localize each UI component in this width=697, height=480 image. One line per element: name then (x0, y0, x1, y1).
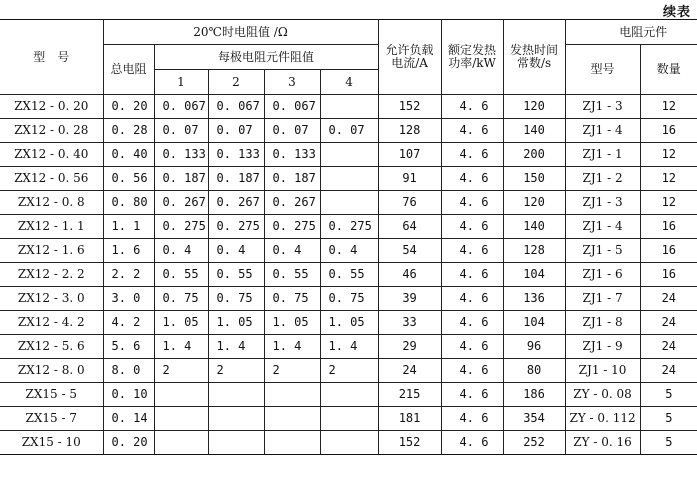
cell-time-constant: 354 (503, 407, 565, 431)
cell-time-constant: 104 (503, 311, 565, 335)
cell-time-constant: 140 (503, 119, 565, 143)
header-pole-2: 2 (208, 70, 264, 95)
cell-element-qty: 12 (640, 191, 697, 215)
cell-pole-1: 0. 75 (154, 287, 208, 311)
cell-rated-power: 4. 6 (441, 383, 503, 407)
table-row (0, 383, 697, 407)
table-row (0, 287, 697, 311)
cell-model: ZX12 - 0. 8 (0, 191, 103, 215)
cell-rated-power: 4. 6 (441, 191, 503, 215)
cell-allowed-current: 54 (378, 239, 441, 263)
header-element-model: 型号 (565, 45, 640, 95)
header-pole-4: 4 (320, 70, 378, 95)
cell-model: ZX15 - 10 (0, 431, 103, 455)
table-row (0, 119, 697, 143)
cell-allowed-current: 91 (378, 167, 441, 191)
cell-element-qty: 12 (640, 167, 697, 191)
cell-pole-1: 1. 05 (154, 311, 208, 335)
cell-rated-power: 4. 6 (441, 311, 503, 335)
cell-element-model: ZJ1 - 4 (565, 215, 640, 239)
header-rated-power: 额定发热 功率/kW (441, 20, 503, 95)
cell-time-constant: 80 (503, 359, 565, 383)
cell-pole-1: 0. 133 (154, 143, 208, 167)
cell-element-qty: 12 (640, 95, 697, 119)
cell-pole-4: 0. 275 (320, 215, 378, 239)
cell-time-constant: 150 (503, 167, 565, 191)
cell-pole-3: 0. 187 (264, 167, 320, 191)
cell-pole-4 (320, 383, 378, 407)
cell-pole-2: 1. 4 (208, 335, 264, 359)
cell-rated-power: 4. 6 (441, 407, 503, 431)
cell-element-model: ZJ1 - 9 (565, 335, 640, 359)
cell-total-resistance: 0. 10 (103, 383, 154, 407)
cell-pole-3: 0. 267 (264, 191, 320, 215)
cell-allowed-current: 107 (378, 143, 441, 167)
cell-pole-2: 0. 067 (208, 95, 264, 119)
cell-pole-4: 0. 55 (320, 263, 378, 287)
cell-element-qty: 24 (640, 287, 697, 311)
cell-pole-1: 0. 07 (154, 119, 208, 143)
cell-pole-4 (320, 95, 378, 119)
cell-total-resistance: 0. 14 (103, 407, 154, 431)
cell-total-resistance: 0. 56 (103, 167, 154, 191)
cell-pole-2 (208, 383, 264, 407)
table-row (0, 407, 697, 431)
cell-pole-3: 0. 067 (264, 95, 320, 119)
cell-pole-2: 0. 07 (208, 119, 264, 143)
cell-element-qty: 16 (640, 119, 697, 143)
cell-element-model: ZJ1 - 7 (565, 287, 640, 311)
table-row (0, 263, 697, 287)
cell-pole-2: 0. 4 (208, 239, 264, 263)
cell-pole-3: 2 (264, 359, 320, 383)
table-row (0, 215, 697, 239)
cell-total-resistance: 5. 6 (103, 335, 154, 359)
cell-pole-1: 0. 067 (154, 95, 208, 119)
cell-pole-1 (154, 407, 208, 431)
cell-pole-1: 1. 4 (154, 335, 208, 359)
cell-allowed-current: 76 (378, 191, 441, 215)
cell-pole-2: 0. 75 (208, 287, 264, 311)
cell-pole-4: 1. 05 (320, 311, 378, 335)
cell-pole-3: 0. 275 (264, 215, 320, 239)
cell-total-resistance: 2. 2 (103, 263, 154, 287)
cell-element-qty: 12 (640, 143, 697, 167)
cell-element-model: ZY - 0. 112 (565, 407, 640, 431)
cell-pole-1: 0. 267 (154, 191, 208, 215)
header-pole-1: 1 (154, 70, 208, 95)
table-row (0, 239, 697, 263)
cell-pole-2: 0. 267 (208, 191, 264, 215)
cell-allowed-current: 46 (378, 263, 441, 287)
cell-allowed-current: 152 (378, 95, 441, 119)
cell-time-constant: 186 (503, 383, 565, 407)
cell-pole-2: 2 (208, 359, 264, 383)
cell-total-resistance: 3. 0 (103, 287, 154, 311)
cell-rated-power: 4. 6 (441, 287, 503, 311)
cell-pole-4: 0. 07 (320, 119, 378, 143)
cell-model: ZX12 - 1. 6 (0, 239, 103, 263)
cell-time-constant: 128 (503, 239, 565, 263)
cell-model: ZX12 - 3. 0 (0, 287, 103, 311)
cell-allowed-current: 128 (378, 119, 441, 143)
table-row (0, 95, 697, 119)
table-row (0, 143, 697, 167)
cell-allowed-current: 152 (378, 431, 441, 455)
cell-time-constant: 120 (503, 95, 565, 119)
cell-allowed-current: 64 (378, 215, 441, 239)
table-row (0, 431, 697, 455)
cell-pole-2: 0. 275 (208, 215, 264, 239)
cell-pole-2 (208, 431, 264, 455)
cell-rated-power: 4. 6 (441, 359, 503, 383)
cell-element-qty: 16 (640, 263, 697, 287)
cell-pole-4 (320, 407, 378, 431)
cell-time-constant: 120 (503, 191, 565, 215)
cell-element-qty: 5 (640, 407, 697, 431)
cell-element-qty: 16 (640, 215, 697, 239)
cell-allowed-current: 215 (378, 383, 441, 407)
cell-pole-2: 0. 55 (208, 263, 264, 287)
cell-allowed-current: 29 (378, 335, 441, 359)
cell-rated-power: 4. 6 (441, 215, 503, 239)
cell-pole-3: 0. 55 (264, 263, 320, 287)
table-row (0, 359, 697, 383)
cell-total-resistance: 0. 80 (103, 191, 154, 215)
cell-allowed-current: 24 (378, 359, 441, 383)
cell-model: ZX12 - 2. 2 (0, 263, 103, 287)
cell-total-resistance: 0. 28 (103, 119, 154, 143)
cell-element-model: ZJ1 - 5 (565, 239, 640, 263)
cell-pole-1: 0. 187 (154, 167, 208, 191)
cell-pole-3: 1. 05 (264, 311, 320, 335)
header-element-qty: 数量 (640, 45, 697, 95)
cell-model: ZX15 - 7 (0, 407, 103, 431)
cell-pole-1: 0. 275 (154, 215, 208, 239)
header-model: 型 号 (0, 20, 103, 95)
cell-pole-4 (320, 167, 378, 191)
cell-total-resistance: 0. 40 (103, 143, 154, 167)
cell-model: ZX12 - 0. 56 (0, 167, 103, 191)
cell-model: ZX12 - 8. 0 (0, 359, 103, 383)
cell-pole-4 (320, 143, 378, 167)
cell-model: ZX12 - 0. 20 (0, 95, 103, 119)
cell-time-constant: 140 (503, 215, 565, 239)
cell-allowed-current: 181 (378, 407, 441, 431)
cell-pole-4: 1. 4 (320, 335, 378, 359)
cell-pole-3 (264, 383, 320, 407)
cell-time-constant: 252 (503, 431, 565, 455)
cell-rated-power: 4. 6 (441, 143, 503, 167)
cell-total-resistance: 1. 1 (103, 215, 154, 239)
cell-pole-2 (208, 407, 264, 431)
header-per-pole-group: 每极电阻元件阻值 (154, 45, 378, 70)
cell-element-qty: 24 (640, 335, 697, 359)
cell-pole-4 (320, 191, 378, 215)
cell-element-model: ZJ1 - 8 (565, 311, 640, 335)
header-time-constant: 发热时间 常数/s (503, 20, 565, 95)
cell-pole-2: 0. 133 (208, 143, 264, 167)
cell-pole-4 (320, 431, 378, 455)
cell-rated-power: 4. 6 (441, 167, 503, 191)
cell-pole-1: 0. 55 (154, 263, 208, 287)
cell-allowed-current: 33 (378, 311, 441, 335)
cell-element-qty: 24 (640, 359, 697, 383)
cell-total-resistance: 1. 6 (103, 239, 154, 263)
table-body (0, 95, 697, 455)
cell-model: ZX12 - 4. 2 (0, 311, 103, 335)
cell-model: ZX12 - 0. 40 (0, 143, 103, 167)
header-pole-3: 3 (264, 70, 320, 95)
cell-pole-1: 0. 4 (154, 239, 208, 263)
cell-pole-3: 1. 4 (264, 335, 320, 359)
cell-pole-3: 0. 133 (264, 143, 320, 167)
cell-element-qty: 24 (640, 311, 697, 335)
cell-pole-3 (264, 407, 320, 431)
cell-element-model: ZJ1 - 3 (565, 95, 640, 119)
header-allowed-current: 允许负载 电流/A (378, 20, 441, 95)
cell-pole-3: 0. 4 (264, 239, 320, 263)
cell-rated-power: 4. 6 (441, 431, 503, 455)
cell-element-qty: 5 (640, 431, 697, 455)
cell-model: ZX12 - 5. 6 (0, 335, 103, 359)
cell-pole-1 (154, 431, 208, 455)
table-row (0, 167, 697, 191)
cell-element-qty: 5 (640, 383, 697, 407)
cell-element-model: ZJ1 - 10 (565, 359, 640, 383)
cell-rated-power: 4. 6 (441, 335, 503, 359)
cell-total-resistance: 0. 20 (103, 95, 154, 119)
cell-element-model: ZY - 0. 08 (565, 383, 640, 407)
cell-element-model: ZJ1 - 1 (565, 143, 640, 167)
table-row (0, 191, 697, 215)
cell-rated-power: 4. 6 (441, 119, 503, 143)
cell-pole-4: 0. 75 (320, 287, 378, 311)
cell-pole-2: 1. 05 (208, 311, 264, 335)
cell-element-model: ZJ1 - 3 (565, 191, 640, 215)
cell-model: ZX15 - 5 (0, 383, 103, 407)
cell-pole-4: 2 (320, 359, 378, 383)
cell-rated-power: 4. 6 (441, 263, 503, 287)
header-total-resistance: 总电阻 (103, 45, 154, 95)
table-row (0, 335, 697, 359)
cell-total-resistance: 0. 20 (103, 431, 154, 455)
cell-time-constant: 96 (503, 335, 565, 359)
cell-pole-4: 0. 4 (320, 239, 378, 263)
cell-element-model: ZY - 0. 16 (565, 431, 640, 455)
continued-label: 续表 (662, 5, 691, 20)
cell-pole-1: 2 (154, 359, 208, 383)
cell-pole-1 (154, 383, 208, 407)
cell-pole-3 (264, 431, 320, 455)
resistor-spec-table (0, 19, 697, 455)
cell-model: ZX12 - 0. 28 (0, 119, 103, 143)
cell-element-model: ZJ1 - 6 (565, 263, 640, 287)
cell-allowed-current: 39 (378, 287, 441, 311)
cell-rated-power: 4. 6 (441, 239, 503, 263)
header-element-group: 电阻元件 (565, 20, 697, 45)
cell-total-resistance: 4. 2 (103, 311, 154, 335)
cell-element-model: ZJ1 - 2 (565, 167, 640, 191)
cell-pole-2: 0. 187 (208, 167, 264, 191)
cell-time-constant: 200 (503, 143, 565, 167)
cell-total-resistance: 8. 0 (103, 359, 154, 383)
cell-element-qty: 16 (640, 239, 697, 263)
header-resistance-group: 20℃时电阻值 /Ω (103, 20, 378, 45)
table-row (0, 311, 697, 335)
cell-rated-power: 4. 6 (441, 95, 503, 119)
cell-time-constant: 104 (503, 263, 565, 287)
cell-model: ZX12 - 1. 1 (0, 215, 103, 239)
cell-pole-3: 0. 75 (264, 287, 320, 311)
cell-time-constant: 136 (503, 287, 565, 311)
cell-element-model: ZJ1 - 4 (565, 119, 640, 143)
cell-pole-3: 0. 07 (264, 119, 320, 143)
